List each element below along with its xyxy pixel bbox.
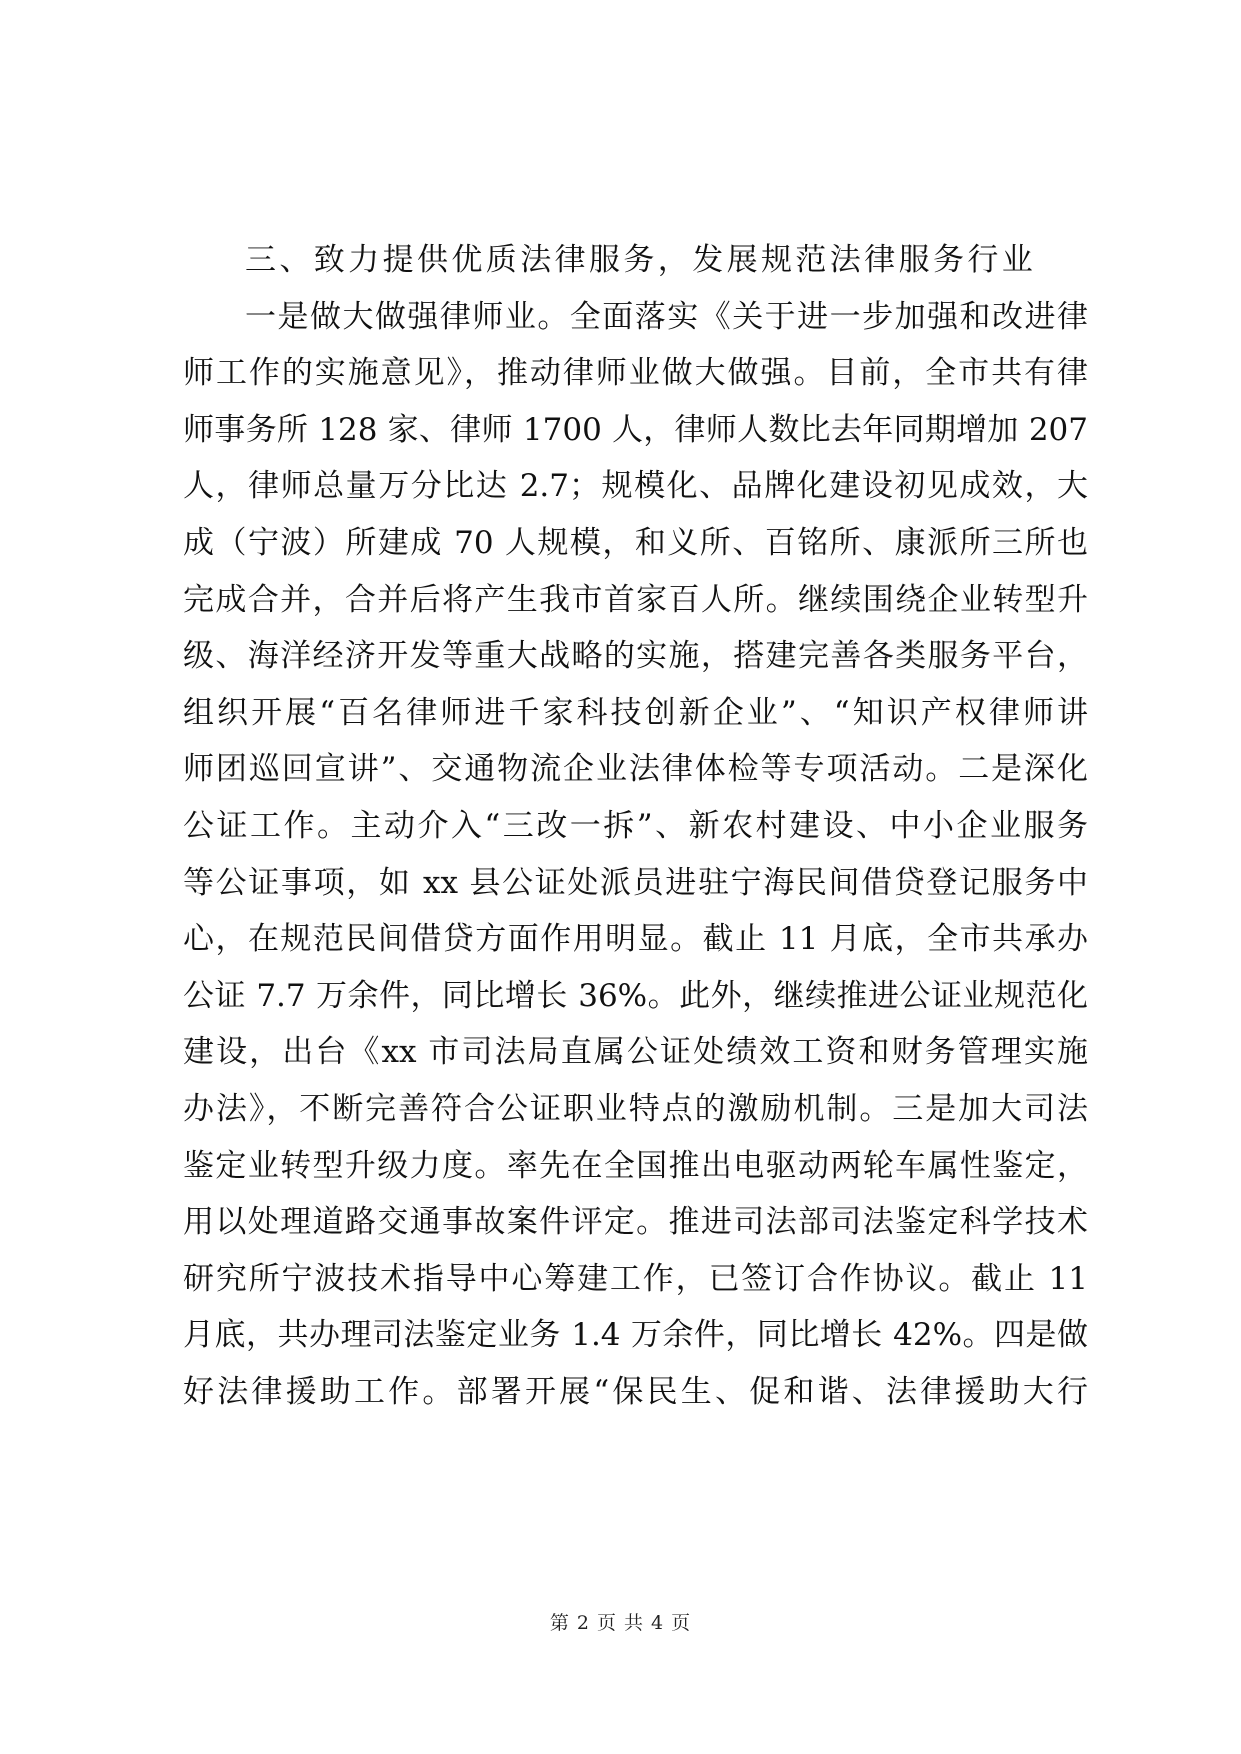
body-text [183,232,1088,1420]
paragraph-line: 级、海洋经济开发等重大战略的实施，搭建完善各类服务平台， [183,638,1088,675]
paragraph-line: 等公证事项，如 xx 县公证处派员进驻宁海民间借贷登记服务中 [183,864,1088,901]
paragraph-line: 鉴定业转型升级力度。率先在全国推出电驱动两轮车属性鉴定， [183,1147,1088,1184]
paragraph-line: 师团巡回宣讲”、交通物流企业法律体检等专项活动。二是深化 [183,751,1088,788]
paragraph-line: 心，在规范民间借贷方面作用明显。截止 11 月底，全市共承办 [183,921,1088,958]
paragraph-line: 用以处理道路交通事故案件评定。推进司法部司法鉴定科学技术 [183,1204,1088,1241]
paragraph-line: 公证 7.7 万余件，同比增长 36%。此外，继续推进公证业规范化 [183,977,1088,1014]
paragraph-line: 公证工作。主动介入“三改一拆”、新农村建设、中小企业服务 [183,807,1088,844]
paragraph-line: 办法》，不断完善符合公证职业特点的激励机制。三是加大司法 [183,1090,1088,1127]
paragraph-line: 一是做大做强律师业。全面落实《关于进一步加强和改进律 [245,298,1088,335]
section-heading: 三、致力提供优质法律服务，发展规范法律服务行业 [245,242,1037,278]
page-number-footer: 第 2 页 共 4 页 [549,1612,692,1634]
paragraph-line: 研究所宁波技术指导中心筹建工作，已签订合作协议。截止 11 [183,1260,1088,1297]
paragraph-line: 师工作的实施意见》，推动律师业做大做强。目前，全市共有律 [183,355,1088,392]
paragraph-line: 完成合并，合并后将产生我市首家百人所。继续围绕企业转型升 [183,581,1088,618]
paragraph-line: 人，律师总量万分比达 2.7；规模化、品牌化建设初见成效，大 [183,468,1088,505]
paragraph-line: 好法律援助工作。部署开展“保民生、促和谐、法律援助大行 [183,1373,1088,1410]
paragraph-line: 月底，共办理司法鉴定业务 1.4 万余件，同比增长 42%。四是做 [183,1317,1088,1354]
paragraph-line: 建设，出台《xx 市司法局直属公证处绩效工资和财务管理实施 [183,1034,1088,1071]
paragraph-line: 师事务所 128 家、律师 1700 人，律师人数比去年同期增加 207 [183,411,1088,448]
paragraph-line: 成（宁波）所建成 70 人规模，和义所、百铭所、康派所三所也 [183,524,1088,561]
paragraph-line: 组织开展“百名律师进千家科技创新企业”、“知识产权律师讲 [183,694,1088,731]
